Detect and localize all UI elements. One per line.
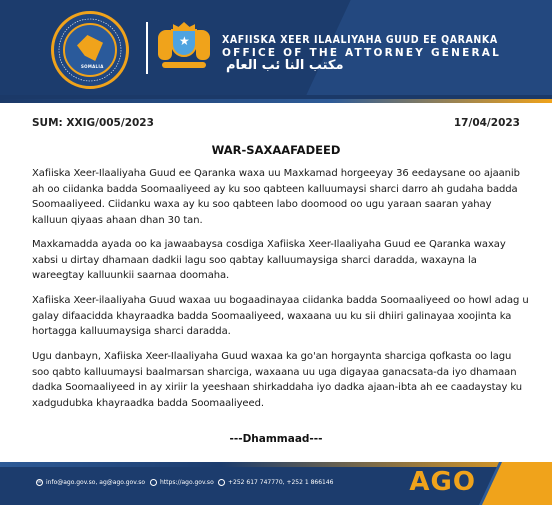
somalia-coat-of-arms-icon: ★ — [158, 22, 210, 76]
footer-website[interactable] — [150, 479, 214, 486]
closing-mark: ---Dhammaad--- — [229, 433, 323, 445]
attorney-general-seal-logo — [51, 11, 129, 89]
org-name-english: OFFICE OF THE ATTORNEY GENERAL — [222, 47, 502, 59]
seal-country-label: SOMALIA — [81, 64, 104, 69]
letterhead-footer — [0, 462, 552, 505]
paragraph-1: Xafiiska Xeer-Ilaaliyaha Guud ee Qaranka waxa uu Maxkamad horgeeyay 36 eedaysane oo ajaanib ah oo ciidanka badda Soomaaliyeed ay ku soo qabteen kalluumaysi sharci darro ah gudaha badda Soomaaliyeed. Ciidanku waxa ay ku soo qabteen labo doomood oo ugu yaraan saaran yahay kalluun qiyaas ahaan dhan 30 tan. — [32, 168, 520, 226]
globe-icon — [150, 479, 157, 486]
footer-brand-logo: AGO — [409, 467, 476, 497]
somalia-map-icon — [77, 35, 103, 61]
header-gradient-strip — [0, 99, 552, 103]
phone-icon — [218, 479, 225, 486]
document-title: WAR-SAXAAFADEED — [211, 143, 341, 157]
footer-email-text: info@ago.gov.so, ag@ago.gov.so — [46, 479, 146, 486]
footer-website-text: https://ago.gov.so — [160, 479, 214, 486]
letterhead-header — [0, 0, 552, 103]
footer-decoration — [482, 462, 552, 505]
org-name-somali: XAFIISKA XEER ILAALIYAHA GUUD EE QARANKA — [222, 34, 498, 46]
paragraph-3: Xafiiska Xeer-ilaaliyaha Guud waxaa uu bogaadinayaa ciidanka badda Soomaaliyeed oo howl adag u galay difaacidda khayraadka badda Soomaaliyeed, waxaana uu ku sii dhiiri galinayaa xoojinta ka hortagga kalluumaysiga sharci daradda. — [32, 295, 529, 337]
email-icon: ✉ — [37, 479, 42, 485]
footer-email[interactable] — [36, 479, 145, 486]
footer-phone[interactable] — [218, 479, 333, 486]
paragraph-2: Maxkamadda ayada oo ka jawaabaysa cosdiga Xafiiska Xeer-Ilaaliyaha Guud ee Qaranka waxay xabsi u dirtay dhamaan dadkii lagu soo qabtay kalluumaysiga sharci daradda, waxayna la wareegtay kalluunkii saarnaa doomaha. — [32, 239, 506, 281]
header-divider — [146, 22, 148, 74]
org-name-arabic: مكتب النا ئب العام — [226, 58, 344, 73]
paragraph-4: Ugu danbayn, Xafiiska Xeer-Ilaaliyaha Guud waxaa ka go'an horgaynta sharciga qofkasta oo lagu soo qabto kalluumaysi baalmarsan sharciga, waxaana uu uga digayaa ganacsata-da iyo dhamaan dadka Soomaaliyeed in ay xiriir la yeeshaan shirkaddaha iyo dadka ajaan-ibta ah ee caadaystay ku xadgudubka khayraadka badda Soomaaliyeed. — [32, 351, 523, 409]
seal-inner — [63, 23, 117, 77]
footer-phone-text: +252 617 747770, +252 1 866146 — [228, 479, 334, 486]
reference-number: SUM: XXIG/005/2023 — [32, 117, 154, 129]
document-date: 17/04/2023 — [453, 117, 520, 129]
